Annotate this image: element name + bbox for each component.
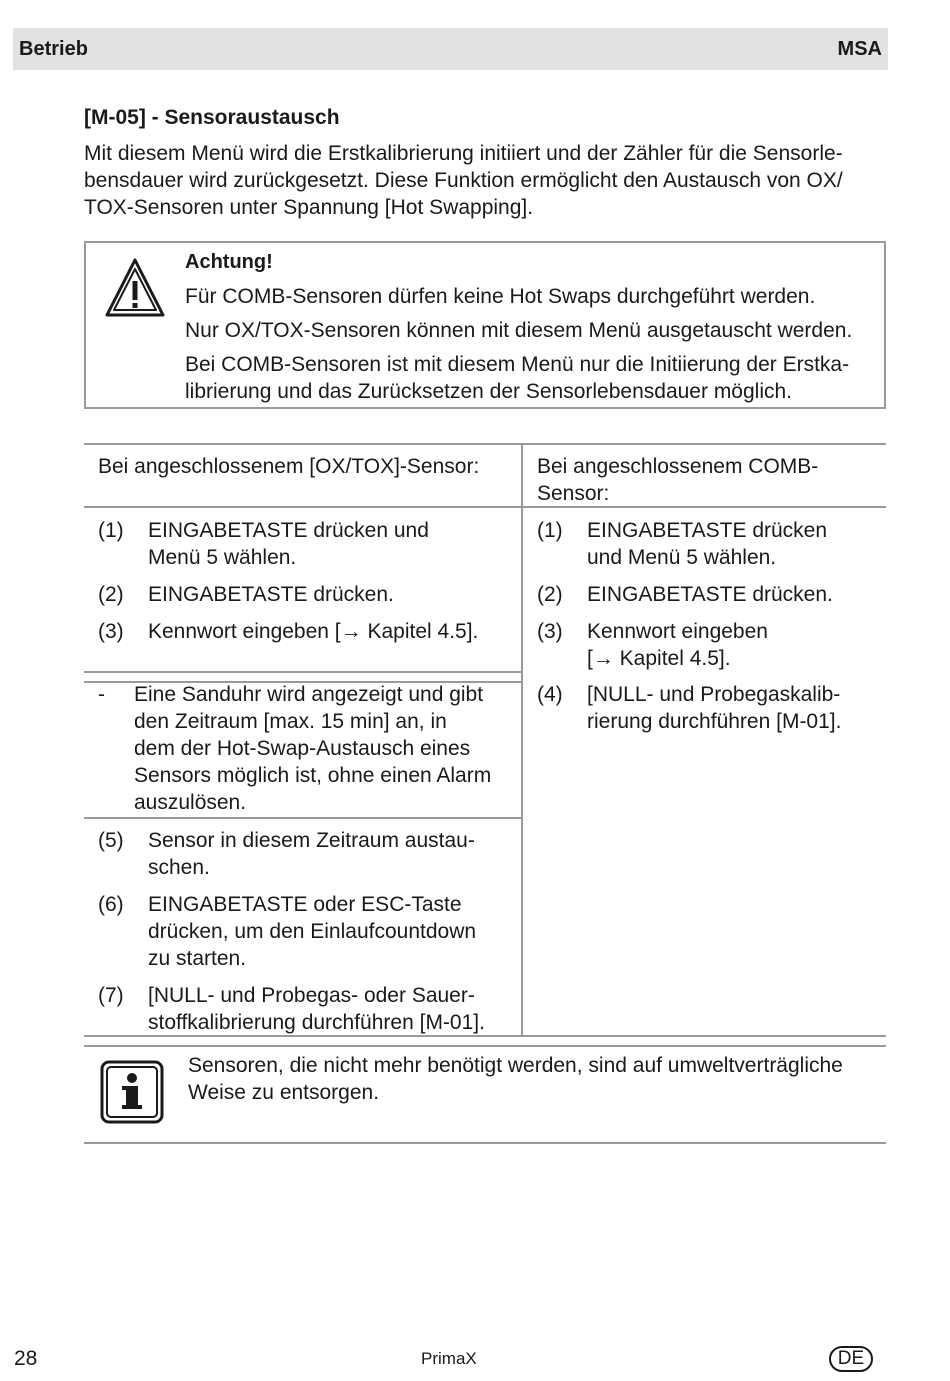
warning-text bbox=[185, 351, 885, 405]
step-text bbox=[148, 982, 485, 1036]
intro-paragraph bbox=[84, 140, 894, 221]
info-line: Sensoren, die nicht mehr benötigt werden, sind auf umweltverträgliche bbox=[188, 1054, 843, 1077]
step-line: drücken, um den Einlaufcountdown bbox=[148, 920, 477, 943]
step-number: (1) bbox=[537, 519, 563, 542]
note-line: den Zeitraum [max. 15 min] an, in bbox=[134, 710, 447, 733]
info-icon bbox=[100, 1060, 164, 1124]
warning-text-line: librierung und das Zurücksetzen der Sensorlebensdauer möglich. bbox=[185, 380, 793, 403]
product-name: PrimaX bbox=[421, 1349, 477, 1368]
step-line: EINGABETASTE drücken bbox=[587, 519, 828, 542]
page-number: 28 bbox=[14, 1347, 38, 1370]
step-number: (2) bbox=[98, 583, 124, 606]
intro-line: Mit diesem Menü wird die Erstkalibrierung initiiert und der Zähler für die Sensorle- bbox=[84, 142, 843, 165]
warning-box bbox=[84, 241, 886, 409]
step-number: (7) bbox=[98, 984, 124, 1007]
step-number: (3) bbox=[537, 620, 563, 643]
page-title: [M-05] - Sensoraustausch bbox=[84, 106, 340, 129]
note-line: Eine Sanduhr wird angezeigt und gibt bbox=[134, 683, 484, 706]
step-line: Kennwort eingeben bbox=[587, 620, 768, 643]
header-line: Bei angeschlossenem COMB- bbox=[537, 455, 819, 478]
step-line: und Menü 5 wählen. bbox=[587, 546, 777, 569]
step-text bbox=[587, 618, 768, 672]
step-number: (6) bbox=[98, 893, 124, 916]
step-number: (1) bbox=[98, 519, 124, 542]
step-text bbox=[587, 681, 841, 735]
bullet: - bbox=[98, 683, 105, 706]
table-header-right bbox=[537, 453, 818, 507]
language-badge: DE bbox=[829, 1346, 873, 1372]
warning-text: Für COMB-Sensoren dürfen keine Hot Swaps durchgeführt werden. bbox=[185, 285, 816, 308]
step-line: stoffkalibrierung durchführen [M-01]. bbox=[148, 1011, 485, 1034]
info-text bbox=[188, 1052, 888, 1106]
step-line: [NULL- und Probegaskalib- bbox=[587, 683, 841, 706]
table-header-left: Bei angeschlossenem [OX/TOX]-Sensor: bbox=[98, 455, 480, 478]
step-text bbox=[148, 827, 475, 881]
step-number: (5) bbox=[98, 829, 124, 852]
step-line: EINGABETASTE oder ESC-Taste bbox=[148, 893, 462, 916]
info-line: Weise zu entsorgen. bbox=[188, 1081, 380, 1104]
note-line: auszulösen. bbox=[134, 791, 247, 814]
step-number: (2) bbox=[537, 583, 563, 606]
intro-line: bensdauer wird zurückgesetzt. Diese Funktion ermöglicht den Austausch von OX/ bbox=[84, 169, 843, 192]
step-line: Menü 5 wählen. bbox=[148, 546, 297, 569]
page-header bbox=[13, 28, 888, 70]
note-line: dem der Hot-Swap-Austausch eines bbox=[134, 737, 471, 760]
step-number: (3) bbox=[98, 620, 124, 643]
table-rule bbox=[84, 817, 522, 819]
step-line: EINGABETASTE drücken und bbox=[148, 519, 429, 542]
section-title: Betrieb bbox=[19, 38, 88, 60]
section-divider bbox=[84, 1142, 886, 1144]
note-text bbox=[134, 681, 491, 816]
table-rule bbox=[84, 671, 522, 673]
table-divider bbox=[521, 443, 523, 1037]
step-text: EINGABETASTE drücken. bbox=[148, 583, 394, 606]
warning-text: Nur OX/TOX-Sensoren können mit diesem Menü ausgetauscht werden. bbox=[185, 319, 853, 342]
step-line: Sensor in diesem Zeitraum austau- bbox=[148, 829, 475, 852]
step-line: schen. bbox=[148, 856, 210, 879]
warning-text-line: Bei COMB-Sensoren ist mit diesem Menü nur die Initiierung der Erstka- bbox=[185, 353, 850, 376]
step-line: zu starten. bbox=[148, 947, 247, 970]
step-text bbox=[148, 891, 476, 972]
note-line: Sensors möglich ist, ohne einen Alarm bbox=[134, 764, 492, 787]
step-text bbox=[587, 517, 827, 571]
step-line: rierung durchführen [M-01]. bbox=[587, 710, 842, 733]
warning-heading: Achtung! bbox=[185, 251, 273, 273]
table-rule bbox=[84, 1045, 886, 1047]
step-number: (4) bbox=[537, 683, 563, 706]
table-rule bbox=[84, 443, 886, 445]
step-text: EINGABETASTE drücken. bbox=[587, 583, 833, 606]
warning-triangle-icon bbox=[104, 257, 166, 319]
step-line: [→ Kapitel 4.5]. bbox=[587, 647, 731, 670]
step-text: Kennwort eingeben [→ Kapitel 4.5]. bbox=[148, 620, 479, 643]
intro-line: TOX-Sensoren unter Spannung [Hot Swapping]. bbox=[84, 196, 534, 219]
step-text bbox=[148, 517, 429, 571]
brand-label: MSA bbox=[837, 38, 882, 60]
header-line: Sensor: bbox=[537, 482, 610, 505]
step-line: [NULL- und Probegas- oder Sauer- bbox=[148, 984, 475, 1007]
